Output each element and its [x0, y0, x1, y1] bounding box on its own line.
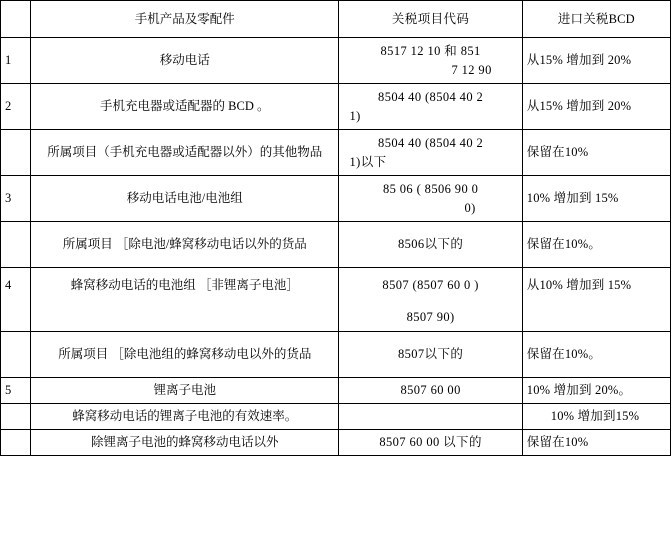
- row-duty: 保留在10%。: [522, 332, 670, 378]
- header-description: 手机产品及零配件: [31, 1, 339, 38]
- table-row: [1, 176, 671, 222]
- row-description: 除锂离子电池的蜂窝移动电话以外: [31, 430, 339, 456]
- code-line: 8517 12 10 和 851: [380, 44, 481, 59]
- row-duty: 保留在10%。: [522, 222, 670, 268]
- row-code: [339, 222, 522, 268]
- table-row: [1, 268, 671, 332]
- row-description: 所属项目 ［除电池组的蜂窝移动电以外的货品: [31, 332, 339, 378]
- table-row: [1, 378, 671, 404]
- row-description: 所属项目（手机充电器或适配器以外）的其他物品: [31, 130, 339, 176]
- row-duty: 10% 增加到15%: [522, 404, 670, 430]
- code-line: 1): [349, 108, 361, 123]
- row-code: [339, 332, 522, 378]
- code-line: 8507 60 00: [400, 383, 461, 398]
- row-code: [339, 130, 522, 176]
- row-description: 移动电话电池/电池组: [31, 176, 339, 222]
- code-line: 8504 40 (8504 40 2: [378, 136, 484, 151]
- row-code: [339, 84, 522, 130]
- row-description: 蜂窝移动电话的电池组 ［非锂离子电池］: [31, 268, 339, 332]
- row-code: [339, 430, 522, 456]
- code-line: 1)以下: [349, 154, 387, 169]
- row-number: [1, 332, 31, 378]
- header-duty: 进口关税BCD: [522, 1, 670, 38]
- code-line: 8507 60 00 以下的: [379, 435, 482, 450]
- row-duty: 保留在10%: [522, 130, 670, 176]
- row-number: 5: [1, 378, 31, 404]
- row-code: [339, 38, 522, 84]
- table-row: [1, 404, 671, 430]
- header-code: 关税项目代码: [339, 1, 522, 38]
- row-number: [1, 130, 31, 176]
- row-number: 2: [1, 84, 31, 130]
- table-row: [1, 430, 671, 456]
- row-duty: 10% 增加到 15%: [522, 176, 670, 222]
- row-code: [339, 268, 522, 332]
- table-row: [1, 222, 671, 268]
- code-line: 8507 90): [406, 310, 455, 325]
- code-line: 85 06 ( 8506 90 0: [382, 182, 479, 197]
- row-duty: 10% 增加到 20%。: [522, 378, 670, 404]
- row-description: 锂离子电池: [31, 378, 339, 404]
- row-duty: 从15% 增加到 20%: [522, 38, 670, 84]
- row-number: 4: [1, 268, 31, 332]
- row-description: 移动电话: [31, 38, 339, 84]
- table-header-row: [1, 1, 671, 38]
- row-code: [339, 378, 522, 404]
- row-number: [1, 404, 31, 430]
- row-description: 所属项目 ［除电池/蜂窝移动电话以外的货品: [31, 222, 339, 268]
- row-duty: 从15% 增加到 20%: [522, 84, 670, 130]
- code-line: 8507以下的: [397, 347, 464, 362]
- table-row: [1, 84, 671, 130]
- code-line: 0): [464, 200, 476, 215]
- row-number: 1: [1, 38, 31, 84]
- row-code: [339, 176, 522, 222]
- code-line: 8507 (8507 60 0 ): [382, 278, 479, 292]
- row-code: [339, 404, 522, 430]
- header-number: [1, 1, 31, 38]
- row-duty: 保留在10%: [522, 430, 670, 456]
- code-line: 8504 40 (8504 40 2: [378, 90, 484, 105]
- table-row: [1, 38, 671, 84]
- row-description: 蜂窝移动电话的锂离子电池的有效速率。: [31, 404, 339, 430]
- table-row: [1, 130, 671, 176]
- row-description: 手机充电器或适配器的 BCD 。: [31, 84, 339, 130]
- row-duty: 从10% 增加到 15%: [522, 268, 670, 332]
- code-line: 7 12 90: [451, 62, 492, 77]
- code-line: 8506以下的: [397, 237, 464, 252]
- row-number: [1, 430, 31, 456]
- row-number: 3: [1, 176, 31, 222]
- table-row: [1, 332, 671, 378]
- row-number: [1, 222, 31, 268]
